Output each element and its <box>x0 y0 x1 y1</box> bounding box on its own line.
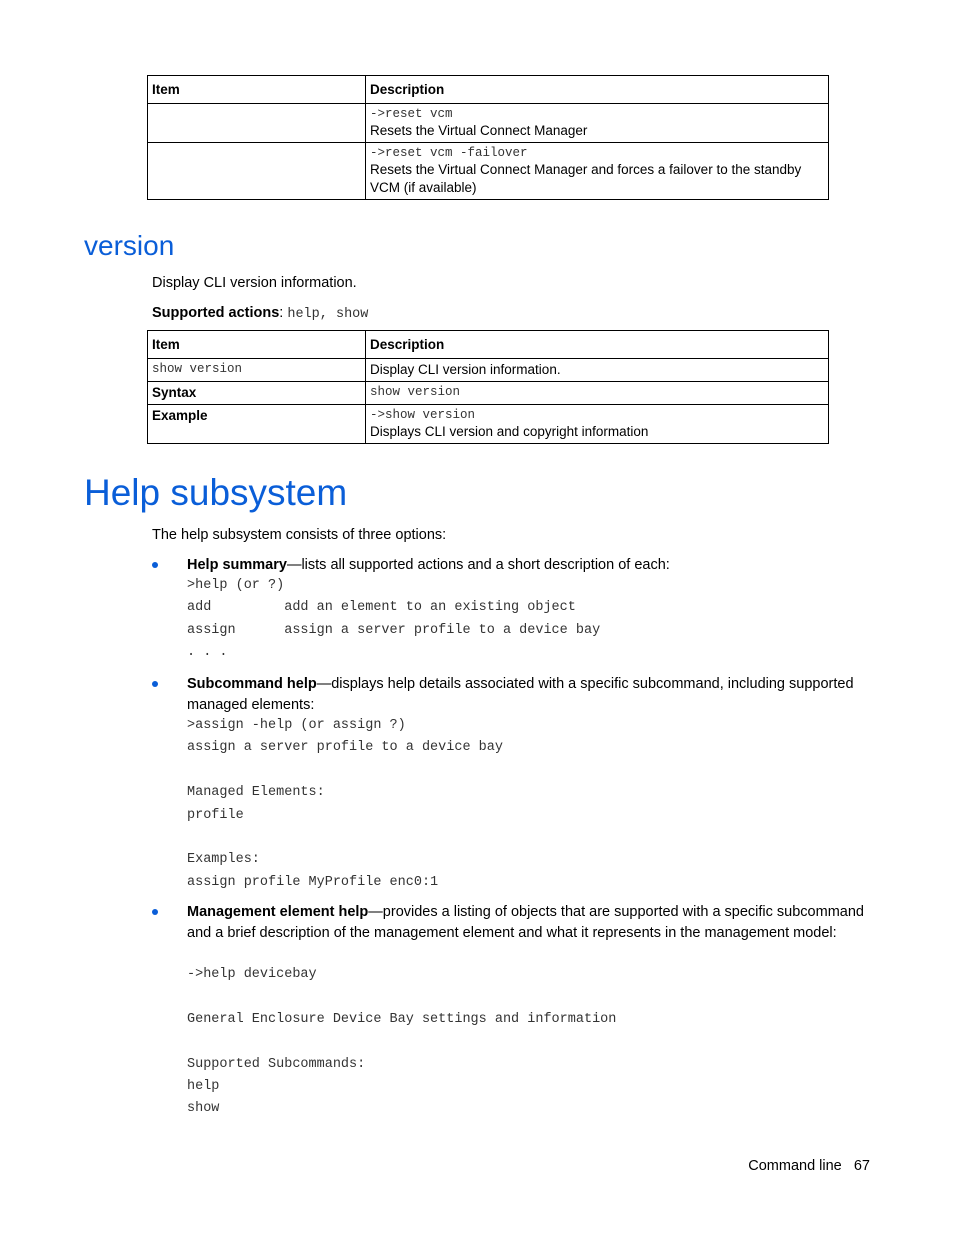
help-intro: The help subsystem consists of three options: <box>152 527 447 543</box>
bullet-term: Subcommand help <box>187 676 317 692</box>
reset-vcm-table <box>147 75 829 200</box>
table-row <box>148 143 829 200</box>
table-row <box>148 382 829 405</box>
table-header-description: Description <box>366 331 829 359</box>
footer-section: Command line <box>748 1158 842 1174</box>
table-header-description: Description <box>366 76 829 104</box>
bullet-text: —provides a listing of objects that are supported with a specific subcommand and a brief description of the management element and what it represents in the management model: <box>187 904 864 941</box>
table-cell-description <box>366 405 829 444</box>
table-row <box>148 104 829 143</box>
list-item <box>152 674 872 715</box>
command-code: ->reset vcm -failover <box>370 146 528 160</box>
description-text: Resets the Virtual Connect Manager and forces a failover to the standby VCM (if available) <box>370 162 802 195</box>
supported-actions <box>152 305 368 322</box>
version-heading: version <box>84 230 175 261</box>
command-code: ->reset vcm <box>370 107 453 121</box>
table-cell-description: Display CLI version information. <box>366 359 829 382</box>
table-cell-description <box>366 382 829 405</box>
table-header-item: Item <box>148 76 366 104</box>
code-block: ->help devicebay General Enclosure Device Bay settings and information Supported Subcommands: help show <box>187 967 617 1117</box>
code-block: >assign -help (or assign ?) assign a server profile to a device bay Managed Elements: profile Examples: assign profile MyProfile enc0:1 <box>187 718 503 890</box>
version-table <box>147 330 829 444</box>
table-cell-item <box>148 104 366 143</box>
list-item <box>152 902 872 943</box>
table-cell-syntax-label: Syntax <box>148 382 366 405</box>
description-text: Displays CLI version and copyright information <box>370 424 649 439</box>
bullet-icon <box>152 681 158 687</box>
bullet-term: Management element help <box>187 904 369 920</box>
description-text: Resets the Virtual Connect Manager <box>370 123 588 138</box>
table-cell-item <box>148 143 366 200</box>
supported-actions-separator: : <box>279 305 288 321</box>
bullet-text: —lists all supported actions and a short description of each: <box>286 557 670 573</box>
table-cell-description <box>366 143 829 200</box>
bullet-term: Help summary <box>187 557 287 573</box>
bullet-icon <box>152 562 158 568</box>
syntax-code: show version <box>370 385 461 399</box>
list-item <box>152 555 872 576</box>
code-block: >help (or ?) add add an element to an existing object assign assign a server profile to a device bay . . . <box>187 578 601 661</box>
table-cell-description <box>366 104 829 143</box>
example-code: ->show version <box>370 408 476 422</box>
table-row <box>148 405 829 444</box>
page-number: 67 <box>853 1158 870 1174</box>
page-footer <box>748 1158 870 1174</box>
table-row <box>148 359 829 382</box>
supported-actions-label: Supported actions <box>152 305 280 321</box>
bullet-text: —displays help details associated with a specific subcommand, including supported managed elements: <box>187 676 854 713</box>
table-cell-example-label: Example <box>148 405 366 444</box>
table-cell-item <box>148 359 366 382</box>
help-subsystem-heading: Help subsystem <box>84 472 348 513</box>
table-header-item: Item <box>148 331 366 359</box>
bullet-icon <box>152 909 158 915</box>
supported-actions-value: help, show <box>287 307 369 322</box>
version-description: Display CLI version information. <box>152 275 357 291</box>
item-code: show version <box>152 362 243 376</box>
